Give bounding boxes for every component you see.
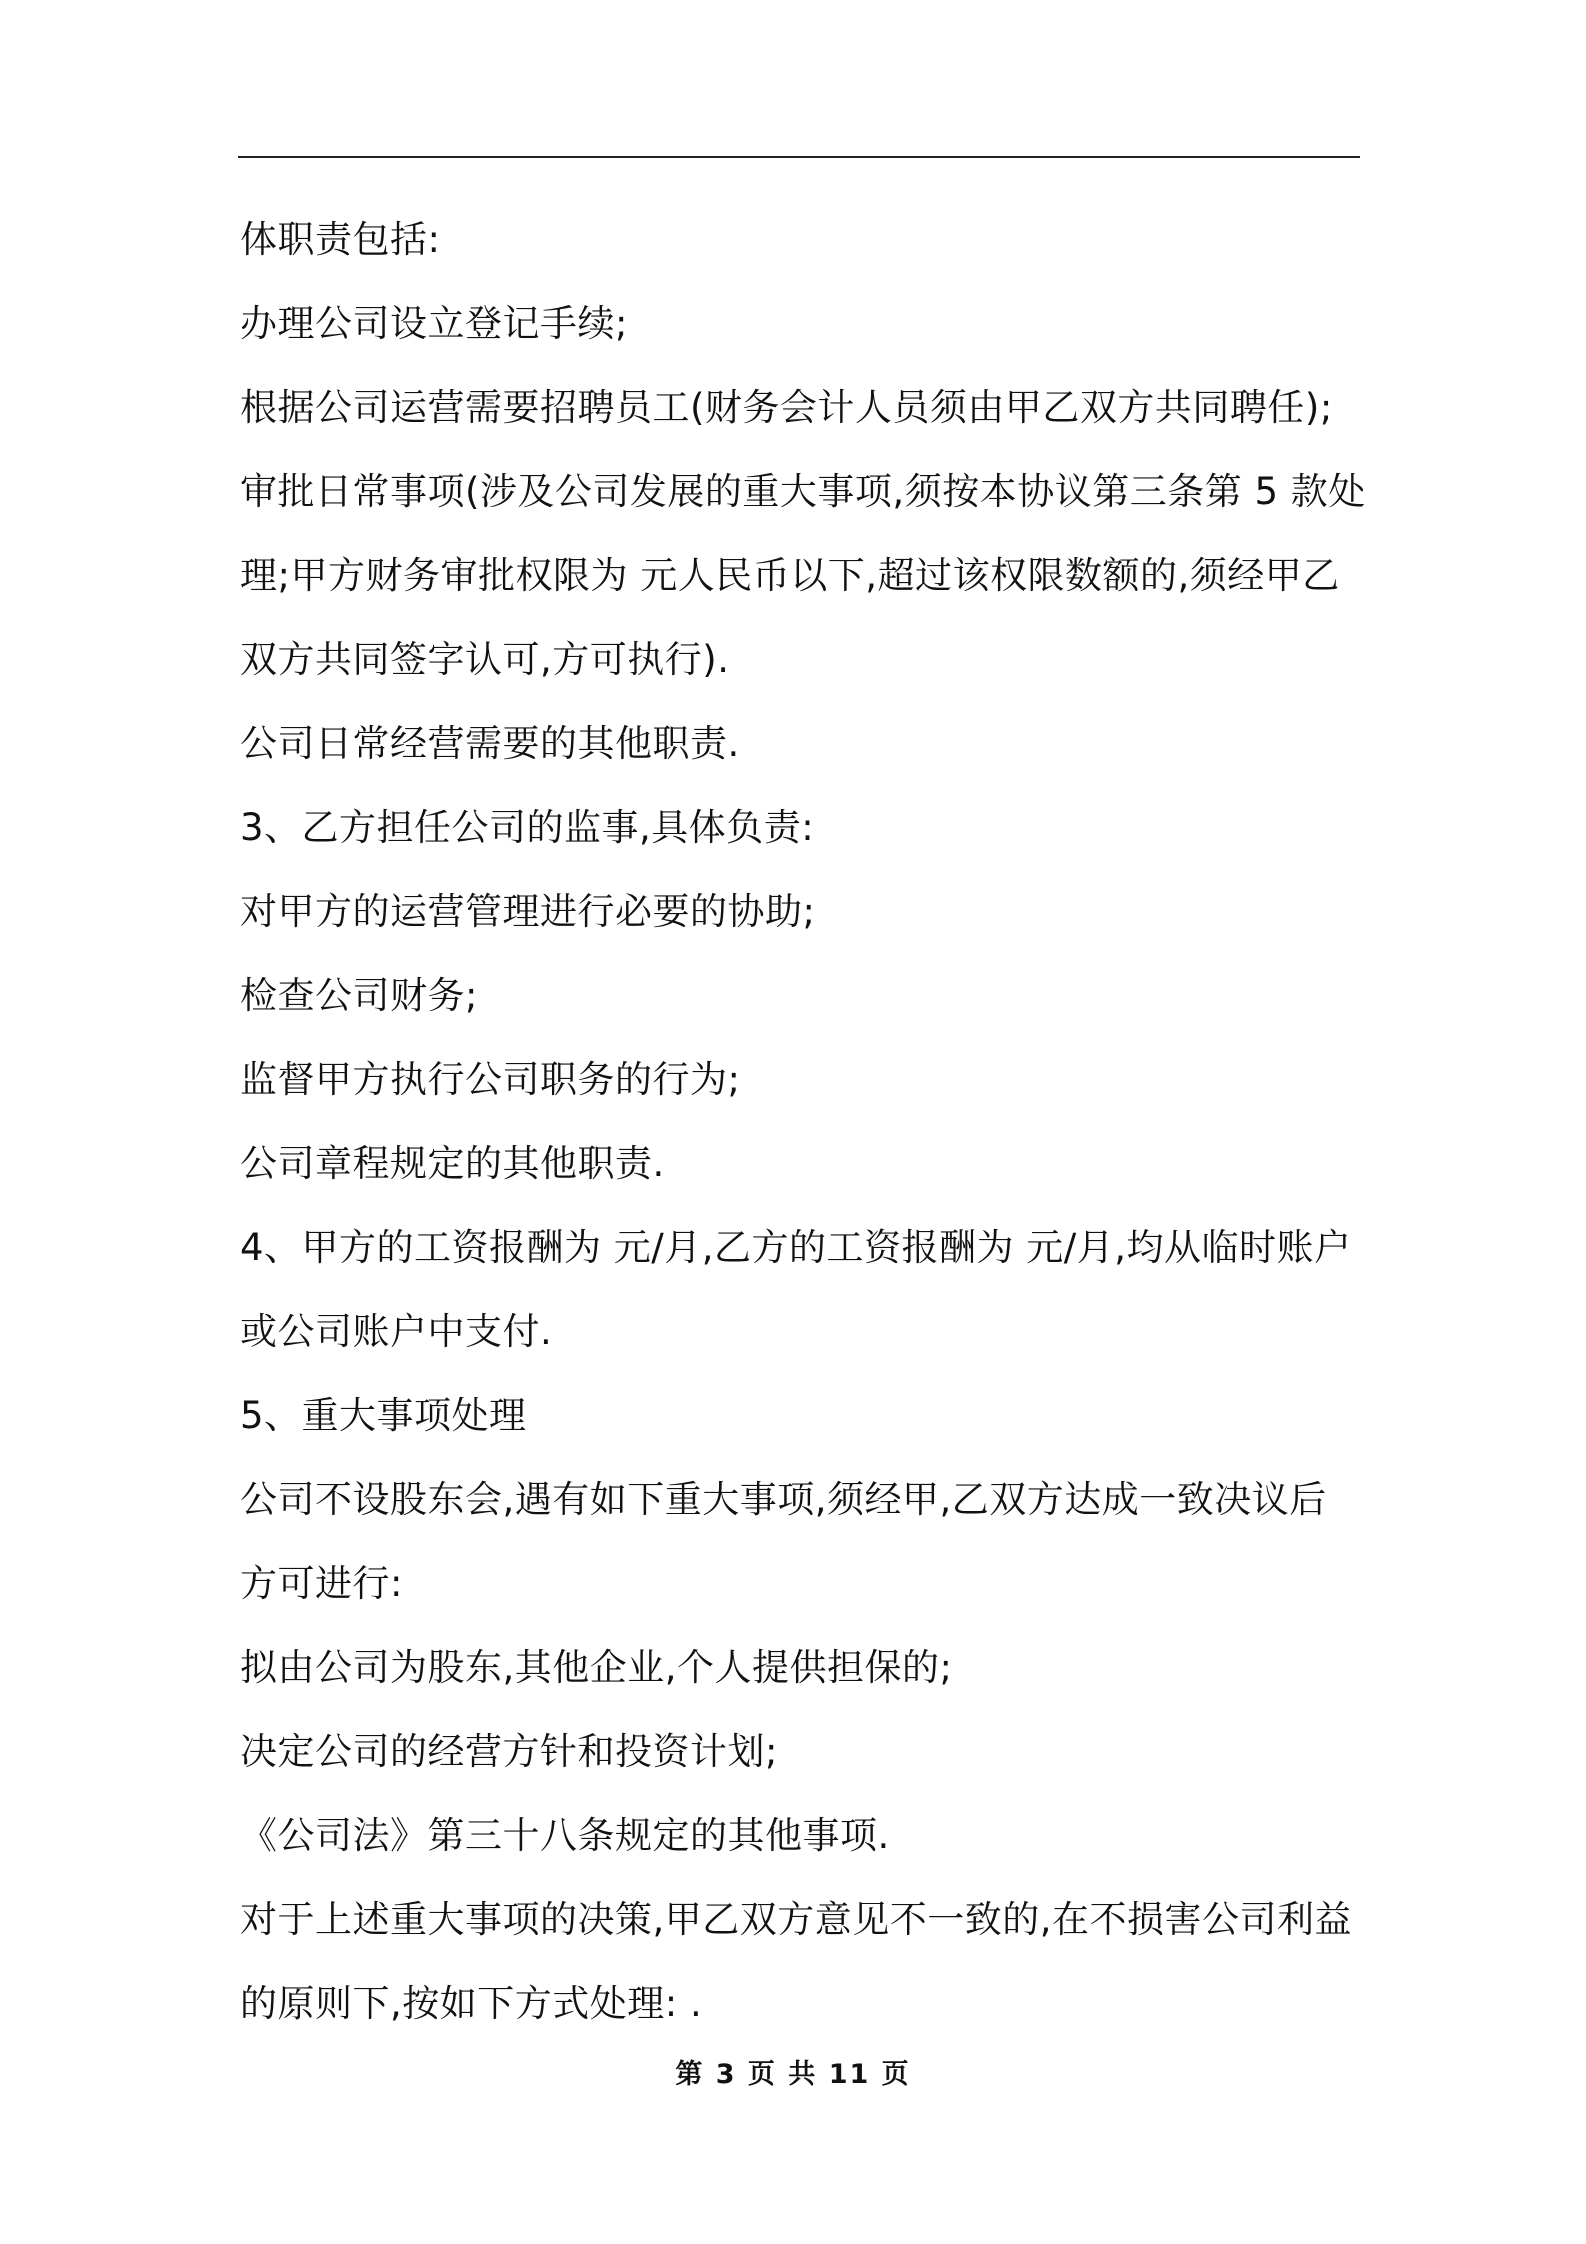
text-line: 理;甲方财务审批权限为 元人民币以下,超过该权限数额的,须经甲乙	[240, 554, 1340, 597]
text-line: 3、乙方担任公司的监事,具体负责:	[240, 806, 815, 849]
text-line: 《公司法》第三十八条规定的其他事项.	[240, 1814, 890, 1857]
text-line: 根据公司运营需要招聘员工(财务会计人员须由甲乙双方共同聘任);	[240, 386, 1333, 429]
text-line: 双方共同签字认可,方可执行).	[240, 638, 730, 681]
text-line: 监督甲方执行公司职务的行为;	[240, 1058, 741, 1101]
text-line: 对于上述重大事项的决策,甲乙双方意见不一致的,在不损害公司利益	[240, 1898, 1353, 1941]
text-line: 方可进行:	[240, 1562, 403, 1605]
header-rule	[238, 156, 1360, 158]
text-line: 公司章程规定的其他职责.	[240, 1142, 665, 1185]
text-line: 拟由公司为股东,其他企业,个人提供担保的;	[240, 1646, 953, 1689]
text-line: 5、重大事项处理	[240, 1394, 527, 1437]
text-line: 4、甲方的工资报酬为 元/月,乙方的工资报酬为 元/月,均从临时账户	[240, 1226, 1352, 1269]
text-line: 对甲方的运营管理进行必要的协助;	[240, 890, 816, 933]
body-text	[240, 198, 1366, 2046]
text-line: 体职责包括:	[240, 218, 441, 261]
text-line: 审批日常事项(涉及公司发展的重大事项,须按本协议第三条第 5 款处	[240, 470, 1366, 513]
text-line: 办理公司设立登记手续;	[240, 302, 628, 345]
text-line: 公司日常经营需要的其他职责.	[240, 722, 740, 765]
text-line: 的原则下,按如下方式处理: .	[240, 1982, 703, 2025]
text-line: 公司不设股东会,遇有如下重大事项,须经甲,乙双方达成一致决议后	[240, 1478, 1327, 1521]
page-number-footer: 第 3 页 共 11 页	[675, 2059, 911, 2090]
text-line: 检查公司财务;	[240, 974, 478, 1017]
text-line: 或公司账户中支付.	[240, 1310, 553, 1353]
text-line: 决定公司的经营方针和投资计划;	[240, 1730, 778, 1773]
